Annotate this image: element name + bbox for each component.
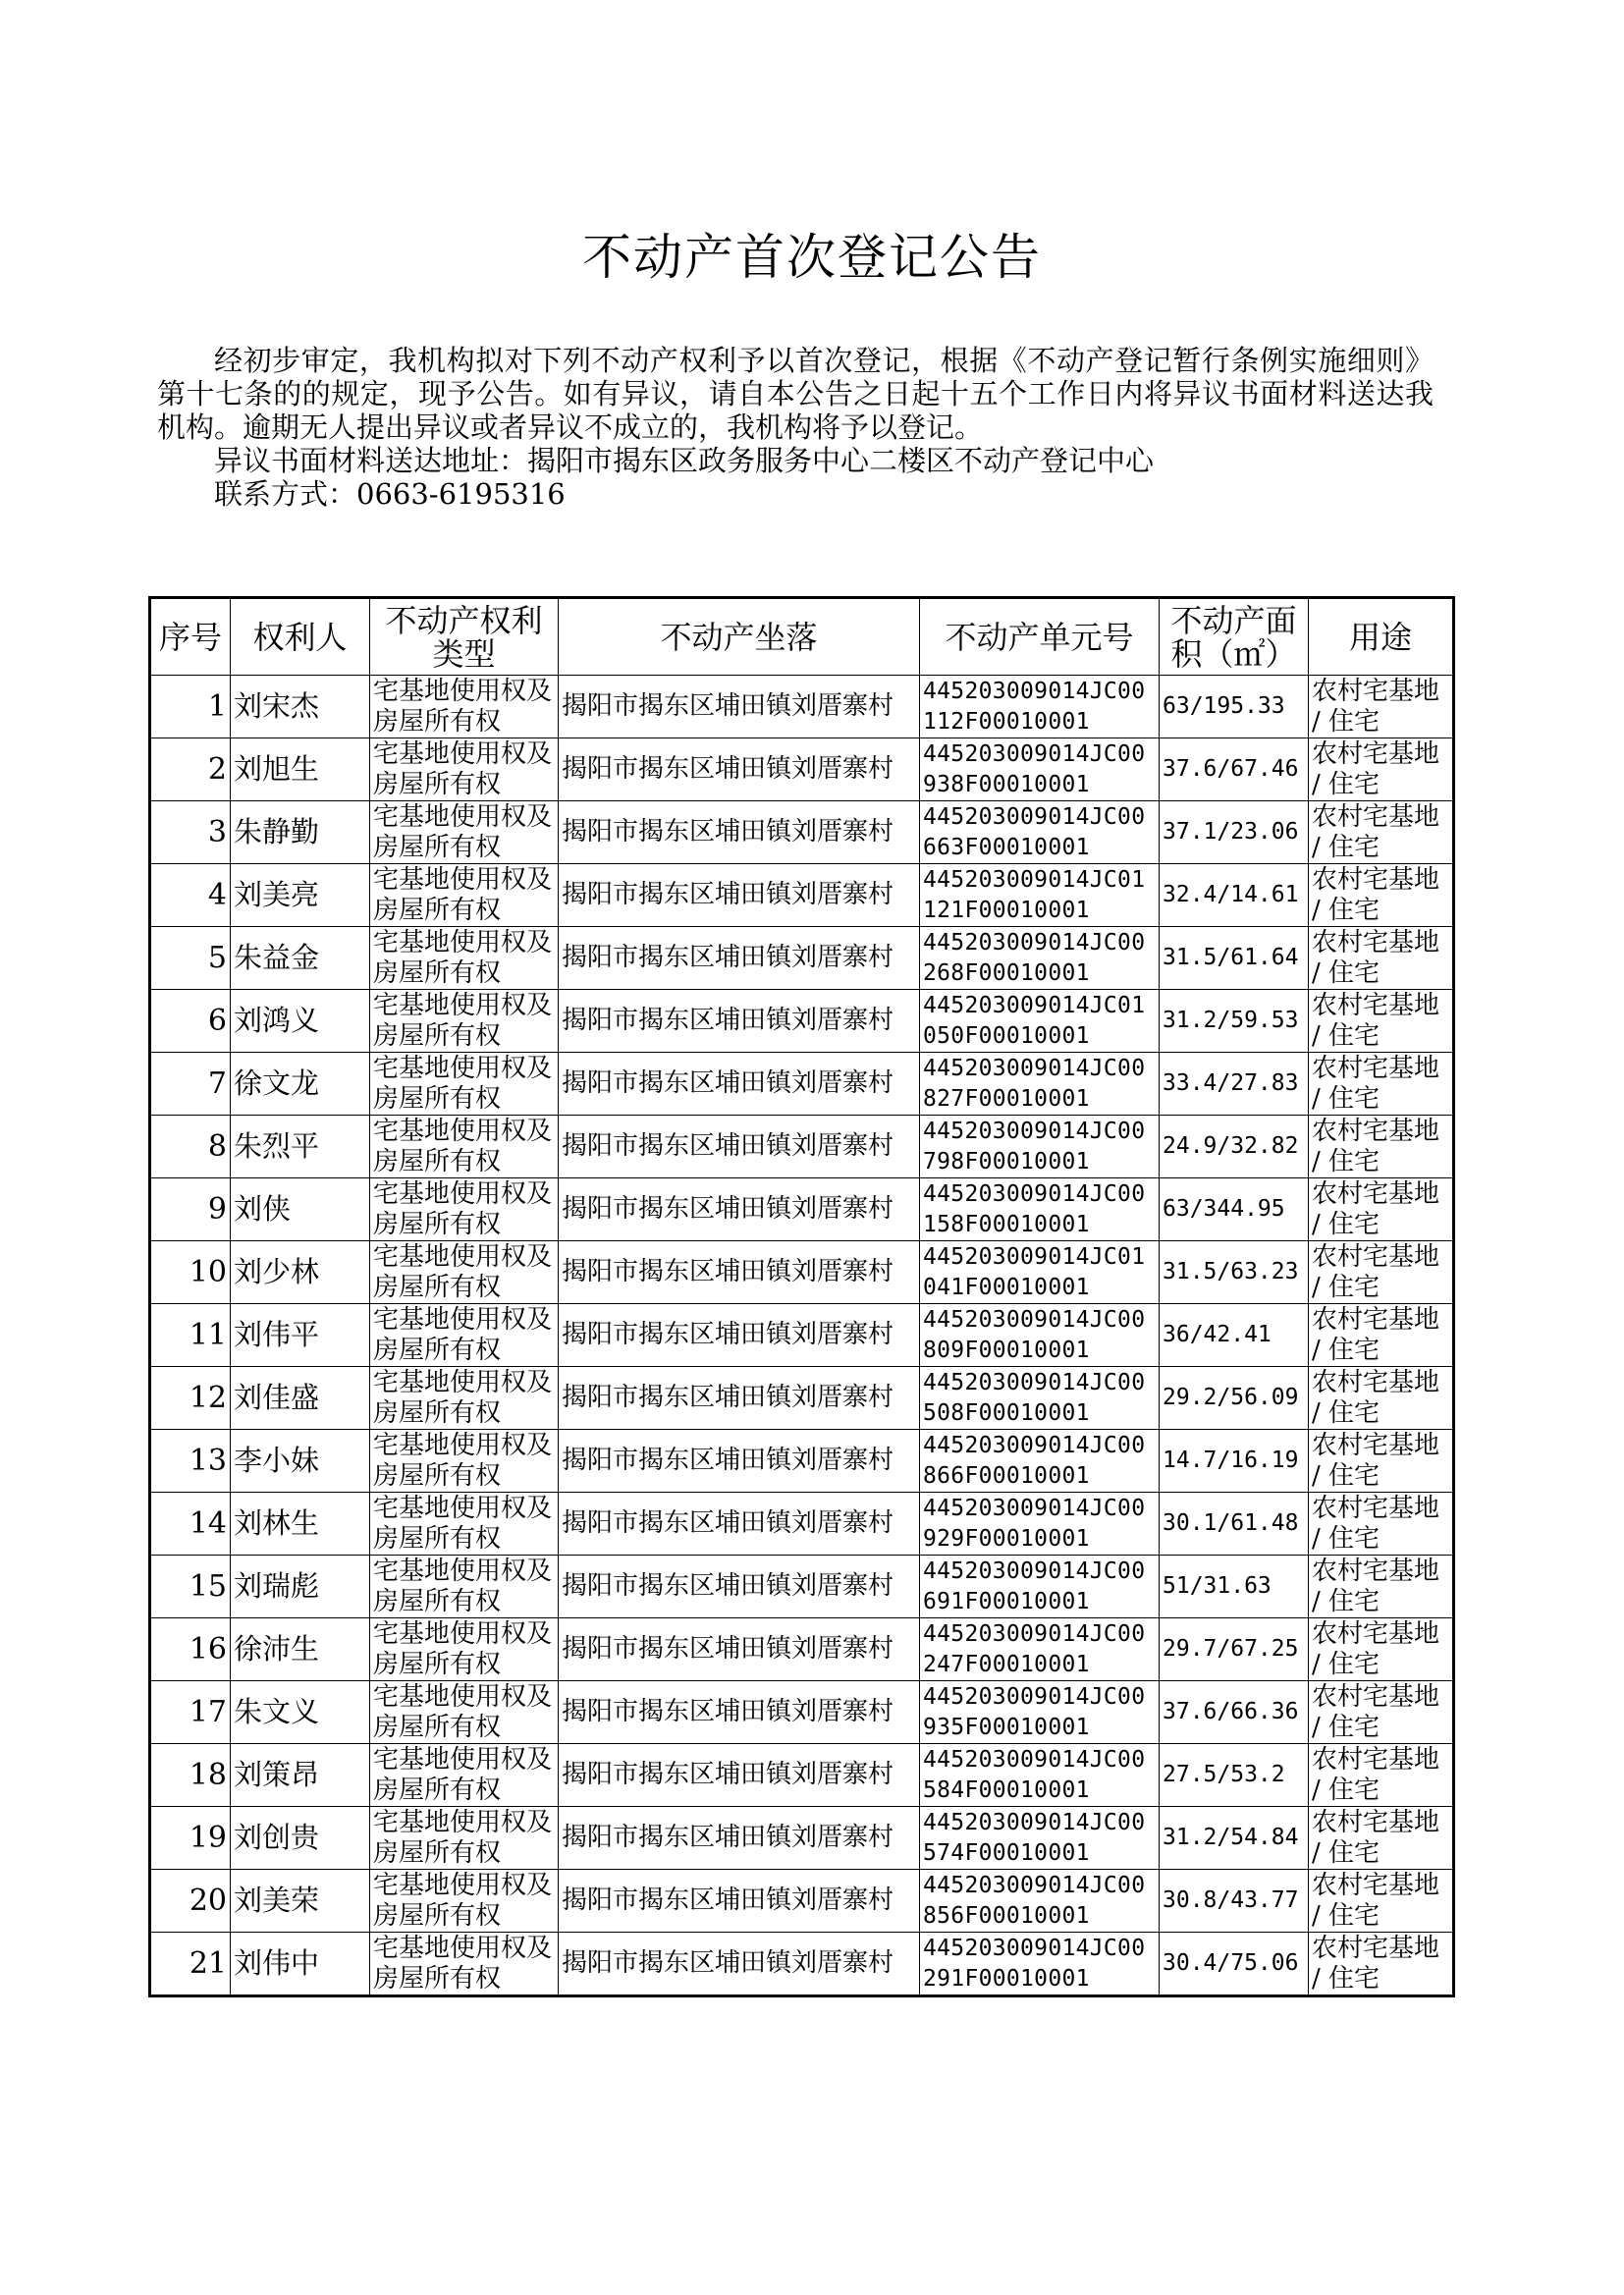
cell-use: 农村宅基地 / 住宅 <box>1309 1241 1454 1304</box>
cell-location: 揭阳市揭东区埔田镇刘厝寨村 <box>559 1053 920 1116</box>
cell-right-type: 宅基地使用权及房屋所有权 <box>370 1367 559 1430</box>
table-row <box>150 927 1454 990</box>
cell-use: 农村宅基地 / 住宅 <box>1309 1116 1454 1178</box>
cell-area: 31.2/59.53 <box>1160 990 1309 1053</box>
cell-right-type: 宅基地使用权及房屋所有权 <box>370 1241 559 1304</box>
table-row <box>150 1493 1454 1556</box>
cell-right-type: 宅基地使用权及房屋所有权 <box>370 1807 559 1870</box>
cell-right-type: 宅基地使用权及房屋所有权 <box>370 1933 559 1996</box>
cell-seq: 5 <box>150 927 231 990</box>
cell-area: 30.4/75.06 <box>1160 1933 1309 1996</box>
cell-owner: 刘美亮 <box>231 864 370 927</box>
cell-unit-number: 445203009014JC00268F00010001 <box>920 927 1160 990</box>
cell-location: 揭阳市揭东区埔田镇刘厝寨村 <box>559 801 920 864</box>
cell-seq: 7 <box>150 1053 231 1116</box>
cell-area: 30.8/43.77 <box>1160 1870 1309 1933</box>
cell-area: 31.5/63.23 <box>1160 1241 1309 1304</box>
notice-text <box>157 344 1434 511</box>
table-row <box>150 738 1454 801</box>
cell-seq: 18 <box>150 1744 231 1807</box>
header-location: 不动产坐落 <box>559 598 920 676</box>
cell-location: 揭阳市揭东区埔田镇刘厝寨村 <box>559 1618 920 1681</box>
cell-area: 27.5/53.2 <box>1160 1744 1309 1807</box>
cell-location: 揭阳市揭东区埔田镇刘厝寨村 <box>559 1367 920 1430</box>
cell-unit-number: 445203009014JC01041F00010001 <box>920 1241 1160 1304</box>
cell-area: 37.6/66.36 <box>1160 1681 1309 1744</box>
cell-area: 51/31.63 <box>1160 1556 1309 1618</box>
cell-use: 农村宅基地 / 住宅 <box>1309 1870 1454 1933</box>
cell-location: 揭阳市揭东区埔田镇刘厝寨村 <box>559 1116 920 1178</box>
table-body <box>150 676 1454 1996</box>
cell-seq: 10 <box>150 1241 231 1304</box>
cell-owner: 朱静勤 <box>231 801 370 864</box>
cell-right-type: 宅基地使用权及房屋所有权 <box>370 1681 559 1744</box>
cell-use: 农村宅基地 / 住宅 <box>1309 1178 1454 1241</box>
cell-right-type: 宅基地使用权及房屋所有权 <box>370 864 559 927</box>
cell-owner: 刘伟平 <box>231 1304 370 1367</box>
cell-right-type: 宅基地使用权及房屋所有权 <box>370 1744 559 1807</box>
cell-right-type: 宅基地使用权及房屋所有权 <box>370 1870 559 1933</box>
cell-unit-number: 445203009014JC00158F00010001 <box>920 1178 1160 1241</box>
cell-use: 农村宅基地 / 住宅 <box>1309 1681 1454 1744</box>
cell-use: 农村宅基地 / 住宅 <box>1309 1933 1454 1996</box>
cell-area: 24.9/32.82 <box>1160 1116 1309 1178</box>
cell-seq: 4 <box>150 864 231 927</box>
cell-location: 揭阳市揭东区埔田镇刘厝寨村 <box>559 1556 920 1618</box>
cell-location: 揭阳市揭东区埔田镇刘厝寨村 <box>559 1304 920 1367</box>
cell-owner: 刘伟中 <box>231 1933 370 1996</box>
cell-area: 14.7/16.19 <box>1160 1430 1309 1493</box>
cell-owner: 刘宋杰 <box>231 676 370 738</box>
cell-right-type: 宅基地使用权及房屋所有权 <box>370 1053 559 1116</box>
table-row <box>150 1053 1454 1116</box>
cell-seq: 20 <box>150 1870 231 1933</box>
cell-use: 农村宅基地 / 住宅 <box>1309 1744 1454 1807</box>
cell-unit-number: 445203009014JC00935F00010001 <box>920 1681 1160 1744</box>
cell-area: 30.1/61.48 <box>1160 1493 1309 1556</box>
cell-area: 37.1/23.06 <box>1160 801 1309 864</box>
cell-right-type: 宅基地使用权及房屋所有权 <box>370 1556 559 1618</box>
cell-seq: 12 <box>150 1367 231 1430</box>
cell-unit-number: 445203009014JC00584F00010001 <box>920 1744 1160 1807</box>
cell-seq: 1 <box>150 676 231 738</box>
cell-unit-number: 445203009014JC00663F00010001 <box>920 801 1160 864</box>
table-row <box>150 1681 1454 1744</box>
cell-seq: 17 <box>150 1681 231 1744</box>
cell-seq: 3 <box>150 801 231 864</box>
cell-area: 37.6/67.46 <box>1160 738 1309 801</box>
cell-use: 农村宅基地 / 住宅 <box>1309 1367 1454 1430</box>
cell-owner: 刘侠 <box>231 1178 370 1241</box>
cell-area: 33.4/27.83 <box>1160 1053 1309 1116</box>
cell-use: 农村宅基地 / 住宅 <box>1309 1430 1454 1493</box>
cell-location: 揭阳市揭东区埔田镇刘厝寨村 <box>559 1430 920 1493</box>
registration-table <box>148 596 1455 1997</box>
page-title: 不动产首次登记公告 <box>582 229 1042 286</box>
cell-seq: 2 <box>150 738 231 801</box>
cell-unit-number: 445203009014JC00574F00010001 <box>920 1807 1160 1870</box>
table-row <box>150 864 1454 927</box>
cell-owner: 李小妹 <box>231 1430 370 1493</box>
table-row <box>150 1430 1454 1493</box>
cell-right-type: 宅基地使用权及房屋所有权 <box>370 738 559 801</box>
cell-owner: 刘瑞彪 <box>231 1556 370 1618</box>
cell-unit-number: 445203009014JC00291F00010001 <box>920 1933 1160 1996</box>
cell-seq: 8 <box>150 1116 231 1178</box>
cell-right-type: 宅基地使用权及房屋所有权 <box>370 1493 559 1556</box>
cell-location: 揭阳市揭东区埔田镇刘厝寨村 <box>559 864 920 927</box>
cell-area: 29.2/56.09 <box>1160 1367 1309 1430</box>
cell-location: 揭阳市揭东区埔田镇刘厝寨村 <box>559 1493 920 1556</box>
table-row <box>150 1807 1454 1870</box>
cell-seq: 14 <box>150 1493 231 1556</box>
cell-owner: 朱文义 <box>231 1681 370 1744</box>
cell-seq: 16 <box>150 1618 231 1681</box>
cell-owner: 徐沛生 <box>231 1618 370 1681</box>
table-row <box>150 1870 1454 1933</box>
cell-area: 63/195.33 <box>1160 676 1309 738</box>
header-unit-number: 不动产单元号 <box>920 598 1160 676</box>
table-row <box>150 1618 1454 1681</box>
table-header-row <box>150 598 1454 676</box>
cell-use: 农村宅基地 / 住宅 <box>1309 864 1454 927</box>
cell-use: 农村宅基地 / 住宅 <box>1309 927 1454 990</box>
cell-use: 农村宅基地 / 住宅 <box>1309 1618 1454 1681</box>
table-row <box>150 801 1454 864</box>
cell-owner: 刘鸿义 <box>231 990 370 1053</box>
table-row <box>150 1241 1454 1304</box>
objection-address: 异议书面材料送达地址：揭阳市揭东区政务服务中心二楼区不动产登记中心 <box>214 444 1155 477</box>
cell-owner: 刘创贵 <box>231 1807 370 1870</box>
cell-area: 31.2/54.84 <box>1160 1807 1309 1870</box>
table-row <box>150 1367 1454 1430</box>
table-row <box>150 1116 1454 1178</box>
table-row <box>150 1304 1454 1367</box>
cell-area: 32.4/14.61 <box>1160 864 1309 927</box>
cell-right-type: 宅基地使用权及房屋所有权 <box>370 927 559 990</box>
cell-unit-number: 445203009014JC00827F00010001 <box>920 1053 1160 1116</box>
cell-unit-number: 445203009014JC00247F00010001 <box>920 1618 1160 1681</box>
cell-owner: 朱益金 <box>231 927 370 990</box>
cell-unit-number: 445203009014JC00856F00010001 <box>920 1870 1160 1933</box>
cell-location: 揭阳市揭东区埔田镇刘厝寨村 <box>559 1933 920 1996</box>
cell-owner: 朱烈平 <box>231 1116 370 1178</box>
cell-unit-number: 445203009014JC00112F00010001 <box>920 676 1160 738</box>
cell-area: 29.7/67.25 <box>1160 1618 1309 1681</box>
cell-use: 农村宅基地 / 住宅 <box>1309 801 1454 864</box>
cell-unit-number: 445203009014JC00508F00010001 <box>920 1367 1160 1430</box>
cell-right-type: 宅基地使用权及房屋所有权 <box>370 801 559 864</box>
header-area: 不动产面积（㎡） <box>1160 598 1309 676</box>
cell-location: 揭阳市揭东区埔田镇刘厝寨村 <box>559 1178 920 1241</box>
cell-seq: 6 <box>150 990 231 1053</box>
cell-unit-number: 445203009014JC00929F00010001 <box>920 1493 1160 1556</box>
cell-unit-number: 445203009014JC00866F00010001 <box>920 1430 1160 1493</box>
cell-location: 揭阳市揭东区埔田镇刘厝寨村 <box>559 1681 920 1744</box>
cell-location: 揭阳市揭东区埔田镇刘厝寨村 <box>559 990 920 1053</box>
cell-right-type: 宅基地使用权及房屋所有权 <box>370 1430 559 1493</box>
notice-paragraph: 经初步审定，我机构拟对下列不动产权利予以首次登记，根据《不动产登记暂行条例实施细则》第十七条的的规定，现予公告。如有异议，请自本公告之日起十五个工作日内将异议书面材料送达我机构。逾期无人提出异议或者异议不成立的，我机构将予以登记。 <box>157 344 1434 444</box>
cell-owner: 徐文龙 <box>231 1053 370 1116</box>
header-seq: 序号 <box>150 598 231 676</box>
table-row <box>150 1744 1454 1807</box>
cell-owner: 刘林生 <box>231 1493 370 1556</box>
cell-right-type: 宅基地使用权及房屋所有权 <box>370 1618 559 1681</box>
cell-right-type: 宅基地使用权及房屋所有权 <box>370 1116 559 1178</box>
cell-area: 36/42.41 <box>1160 1304 1309 1367</box>
cell-area: 63/344.95 <box>1160 1178 1309 1241</box>
cell-seq: 15 <box>150 1556 231 1618</box>
cell-owner: 刘美荣 <box>231 1870 370 1933</box>
cell-use: 农村宅基地 / 住宅 <box>1309 1556 1454 1618</box>
cell-location: 揭阳市揭东区埔田镇刘厝寨村 <box>559 1744 920 1807</box>
cell-right-type: 宅基地使用权及房屋所有权 <box>370 1304 559 1367</box>
contact-info: 联系方式：0663-6195316 <box>214 477 566 511</box>
cell-right-type: 宅基地使用权及房屋所有权 <box>370 676 559 738</box>
cell-owner: 刘少林 <box>231 1241 370 1304</box>
cell-location: 揭阳市揭东区埔田镇刘厝寨村 <box>559 927 920 990</box>
cell-unit-number: 445203009014JC00938F00010001 <box>920 738 1160 801</box>
cell-location: 揭阳市揭东区埔田镇刘厝寨村 <box>559 1807 920 1870</box>
cell-use: 农村宅基地 / 住宅 <box>1309 1304 1454 1367</box>
cell-seq: 9 <box>150 1178 231 1241</box>
cell-seq: 11 <box>150 1304 231 1367</box>
cell-use: 农村宅基地 / 住宅 <box>1309 1807 1454 1870</box>
cell-location: 揭阳市揭东区埔田镇刘厝寨村 <box>559 738 920 801</box>
cell-unit-number: 445203009014JC00809F00010001 <box>920 1304 1160 1367</box>
cell-use: 农村宅基地 / 住宅 <box>1309 1053 1454 1116</box>
table-row <box>150 1933 1454 1996</box>
cell-area: 31.5/61.64 <box>1160 927 1309 990</box>
cell-seq: 13 <box>150 1430 231 1493</box>
cell-use: 农村宅基地 / 住宅 <box>1309 676 1454 738</box>
cell-location: 揭阳市揭东区埔田镇刘厝寨村 <box>559 676 920 738</box>
cell-use: 农村宅基地 / 住宅 <box>1309 1493 1454 1556</box>
cell-owner: 刘旭生 <box>231 738 370 801</box>
header-right-type: 不动产权利类型 <box>370 598 559 676</box>
cell-unit-number: 445203009014JC00691F00010001 <box>920 1556 1160 1618</box>
cell-right-type: 宅基地使用权及房屋所有权 <box>370 990 559 1053</box>
cell-seq: 19 <box>150 1807 231 1870</box>
cell-owner: 刘佳盛 <box>231 1367 370 1430</box>
table-row <box>150 1178 1454 1241</box>
cell-use: 农村宅基地 / 住宅 <box>1309 738 1454 801</box>
table-row <box>150 1556 1454 1618</box>
table-row <box>150 676 1454 738</box>
table-row <box>150 990 1454 1053</box>
cell-location: 揭阳市揭东区埔田镇刘厝寨村 <box>559 1241 920 1304</box>
cell-unit-number: 445203009014JC01121F00010001 <box>920 864 1160 927</box>
cell-owner: 刘策昂 <box>231 1744 370 1807</box>
header-owner: 权利人 <box>231 598 370 676</box>
cell-seq: 21 <box>150 1933 231 1996</box>
cell-right-type: 宅基地使用权及房屋所有权 <box>370 1178 559 1241</box>
header-use: 用途 <box>1309 598 1454 676</box>
cell-use: 农村宅基地 / 住宅 <box>1309 990 1454 1053</box>
cell-location: 揭阳市揭东区埔田镇刘厝寨村 <box>559 1870 920 1933</box>
cell-unit-number: 445203009014JC00798F00010001 <box>920 1116 1160 1178</box>
cell-unit-number: 445203009014JC01050F00010001 <box>920 990 1160 1053</box>
